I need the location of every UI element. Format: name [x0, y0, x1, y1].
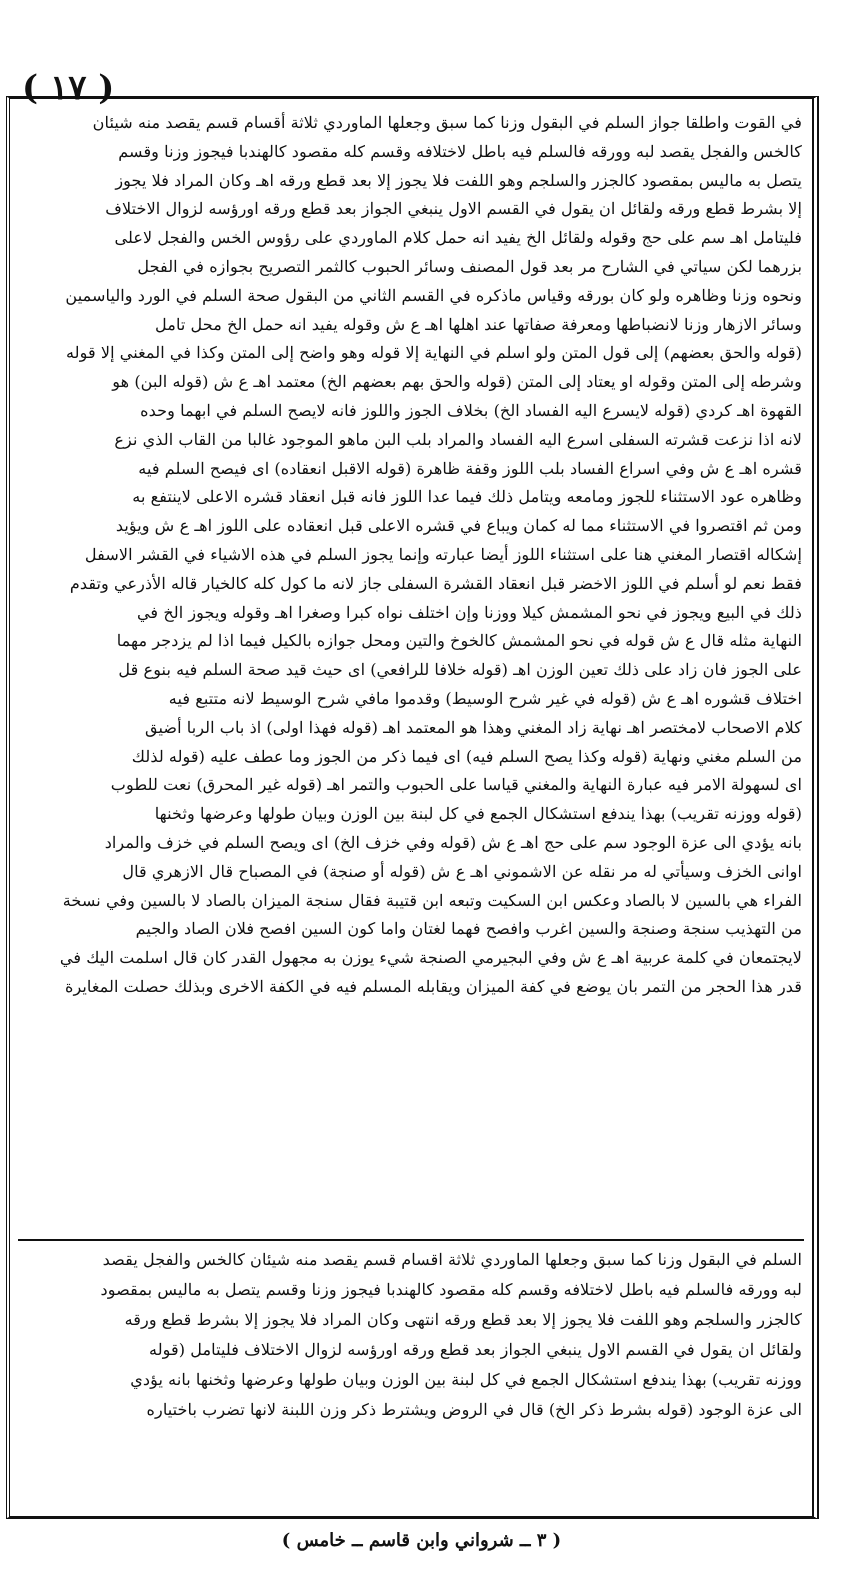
- main-text-block: [20, 1245, 802, 1510]
- commentary-line: على الجوز فان زاد على ذلك تعين الوزن اهـ (قوله خلافا للرافعي) اى حيث قيد صحة السلم فيه بنوع قل: [118, 660, 802, 680]
- commentary-line: اوانى الخزف وسيأتي له مر نقله عن الاشموني اهـ ع ش (قوله أو صنجة) في المصباح قال الازهري قال: [122, 861, 802, 881]
- commentary-line: ذلك في البيع ويجوز في نحو المشمش كيلا ووزنا وإن اختلف نواه كبرا وصغرا اهـ وقوله ويجوز الخ في: [136, 602, 802, 622]
- commentary-line: الفراء هي بالسين لا بالصاد وعكس ابن السكيت وتبعه ابن قتيبة فقال سنجة الميزان بالصاد لا بالسين وفي نسخة: [62, 890, 802, 910]
- main-text-line: ولقائل ان يقول في القسم الاول ينبغي الجواز بعد قطع ورقه اورؤسه لزوال الاختلاف فليتامل (قوله: [149, 1340, 802, 1359]
- commentary-line: كلام الاصحاب لامختصر اهـ نهاية زاد المغني وهذا هو المعتمد اهـ (قوله فهذا اولى) اذ باب الربا أضيق: [145, 717, 802, 737]
- main-text-line: لبه وورقه فالسلم فيه باطل لاختلافه وقسم كله مقصود كالهندبا فيجوز وزنا وقسم يتصل به ماليس بمقصود: [100, 1280, 802, 1299]
- commentary-line: القهوة اهـ كردي (قوله لايسرع اليه الفساد الخ) بخلاف الجوز واللوز فانه لايصح السلم في ابهما وحده: [140, 400, 802, 420]
- commentary-line: إلا بشرط قطع ورقه ولقائل ان يقول في القسم الاول ينبغي الجواز بعد قطع ورقه اورؤسه لزوال الاختلاف: [105, 199, 802, 219]
- commentary-line: (قوله والحق بعضهم) إلى قول المتن ولو اسلم في النهاية إلا قوله وهو واضح إلى المتن وكذا في المغني إلا قوله: [66, 343, 802, 363]
- commentary-line: وظاهره عود الاستثناء للجوز ومامعه ويتامل ذلك فيما عدا اللوز فانه قبل انعقاد قشره الاعلى لاينتفع به: [132, 487, 802, 507]
- commentary-line: النهاية مثله قال ع ش قوله في نحو المشمش كالخوخ والتين ومحل جوازه بالكيل فيما اذا لم يزدجر مهما: [116, 631, 802, 651]
- commentary-line: بزرهما لكن سياتي في الشارح مر بعد قول المصنف وسائر الحبوب كالثمر التصريح بجوازه في الفجل: [137, 256, 802, 276]
- section-divider: [18, 1239, 804, 1241]
- main-text-line: الى عزة الوجود (قوله بشرط ذكر الخ) قال في الروض ويشترط ذكر وزن اللبنة لانها تضرب باختياره: [146, 1400, 802, 1419]
- main-text-line: السلم في البقول وزنا كما سبق وجعلها الماوردي ثلاثة اقسام قسم يقصد منه شيئان كالخس والفجل يقصد: [102, 1250, 802, 1269]
- commentary-line: وشرطه إلى المتن وقوله او يعتاد إلى المتن (قوله والحق بهم بعضهم الخ) معتمد اهـ ع ش (قوله البن) هو: [112, 372, 802, 392]
- page-frame: [6, 96, 819, 1519]
- commentary-line: ونحوه وزنا وظاهره ولو كان بورقه وقياس ماذكره في القسم الثاني من البقول صحة السلم في الورد والياسمين: [65, 285, 802, 305]
- commentary-line: فقط نعم لو أسلم في اللوز الاخضر قبل انعقاد القشرة السفلى جاز لانه ما كول كله كالخيار قاله الأذرعي وتقدم: [69, 573, 802, 593]
- commentary-line: (قوله ووزنه تقريب) بهذا يندفع استشكال الجمع في كل لبنة بين الوزن وبيان طولها وعرضها وثخنها: [154, 804, 802, 824]
- page-footer: ( ٣ ــ شرواني وابن قاسم ــ خامس ): [281, 1530, 562, 1551]
- commentary-line: في القوت واطلقا جواز السلم في البقول وزنا كما سبق وجعلها الماوردي ثلاثة أقسام قسم يقصد منه شيئان: [92, 113, 802, 132]
- page-number: ( ١٧ ): [22, 68, 115, 108]
- commentary-line: قشره اهـ ع ش وفي اسراع الفساد بلب اللوز وقفة ظاهرة (قوله الاقبل انعقاده) اى فيصح السلم فيه: [138, 458, 802, 478]
- commentary-line: وسائر الازهار وزنا لانضباطها ومعرفة صفاتها عند اهلها اهـ ع ش وقوله يفيد انه حمل الخ محل تامل: [155, 314, 802, 334]
- commentary-block: [20, 109, 802, 1229]
- commentary-line: بانه يؤدي الى عزة الوجود سم على حج اهـ ع ش (قوله وفي خزف الخ) اى ويصح السلم في خزف والمراد: [104, 832, 802, 852]
- commentary-line: فليتامل اهـ سم على حج وقوله ولقائل الخ يفيد انه حمل كلام الماوردي على رؤوس الخس والفجل لاعلى: [114, 228, 802, 248]
- commentary-line: قدر هذا الحجر من التمر بان يوضع في كفة الميزان ويقابله المسلم فيه في الكفة الاخرى وبذلك حصلت المغايرة: [65, 976, 802, 996]
- commentary-line: ومن ثم اقتصروا في الاستثناء مما له كمان ويباع في قشره الاعلى قبل انعقاده على اللوز اهـ ع ش ويؤيد: [115, 516, 802, 536]
- commentary-line: من السلم مغني ونهاية (قوله وكذا يصح السلم فيه) اى فيما ذكر من الجوز وما عطف عليه (قوله لذلك: [131, 746, 802, 766]
- commentary-line: اختلاف قشوره اهـ ع ش (قوله في غير شرح الوسيط) وقدموا مافي شرح الوسيط لانه متتبع فيه: [168, 688, 802, 708]
- commentary-line: لانه اذا نزعت قشرته السفلى اسرع اليه الفساد والمراد بلب البن ماهو الموجود غالبا من القاب الذي نزع: [114, 429, 802, 449]
- commentary-line: اى لسهولة الامر فيه عبارة النهاية والمغني قياسا على الحبوب والتمر اهـ (قوله غير المحرق) نعت للطوب: [110, 775, 802, 795]
- main-text-line: ووزنه تقريب) بهذا يندفع استشكال الجمع في كل لبنة بين الوزن وبيان طولها وعرضها وثخنها بانه يؤدي: [130, 1370, 802, 1389]
- commentary-line: إشكاله اقتصار المغني هنا على استثناء اللوز أيضا عبارته وإنما يجوز السلم في هذه الاشياء في القشر الاسفل: [84, 544, 802, 564]
- commentary-line: من التهذيب سنجة وصنجة والسين اغرب وافصح فهما لغتان واما كون السين افصح فلان الصاد والجيم: [135, 919, 802, 939]
- commentary-line: لايجتمعان في كلمة عربية اهـ ع ش وفي البجيرمي الصنجة شيء يوزن به مجهول القدر كان قال اسلمت اليك في: [59, 948, 802, 968]
- main-text-line: كالجزر والسلجم وهو اللفت فلا يجوز إلا بعد قطع ورقه انتهى وكان المراد فلا يجوز إلا بشرط قطع ورقه: [124, 1310, 802, 1329]
- commentary-line: كالخس والفجل يقصد لبه وورقه فالسلم فيه باطل لاختلافه وقسم كله مقصود كالهندبا فيجوز وزنا وقسم: [118, 141, 802, 161]
- commentary-line: يتصل به ماليس بمقصود كالجزر والسلجم وهو اللفت فلا يجوز إلا بعد قطع ورقه اهـ وكان المراد فلا يجوز: [115, 170, 802, 190]
